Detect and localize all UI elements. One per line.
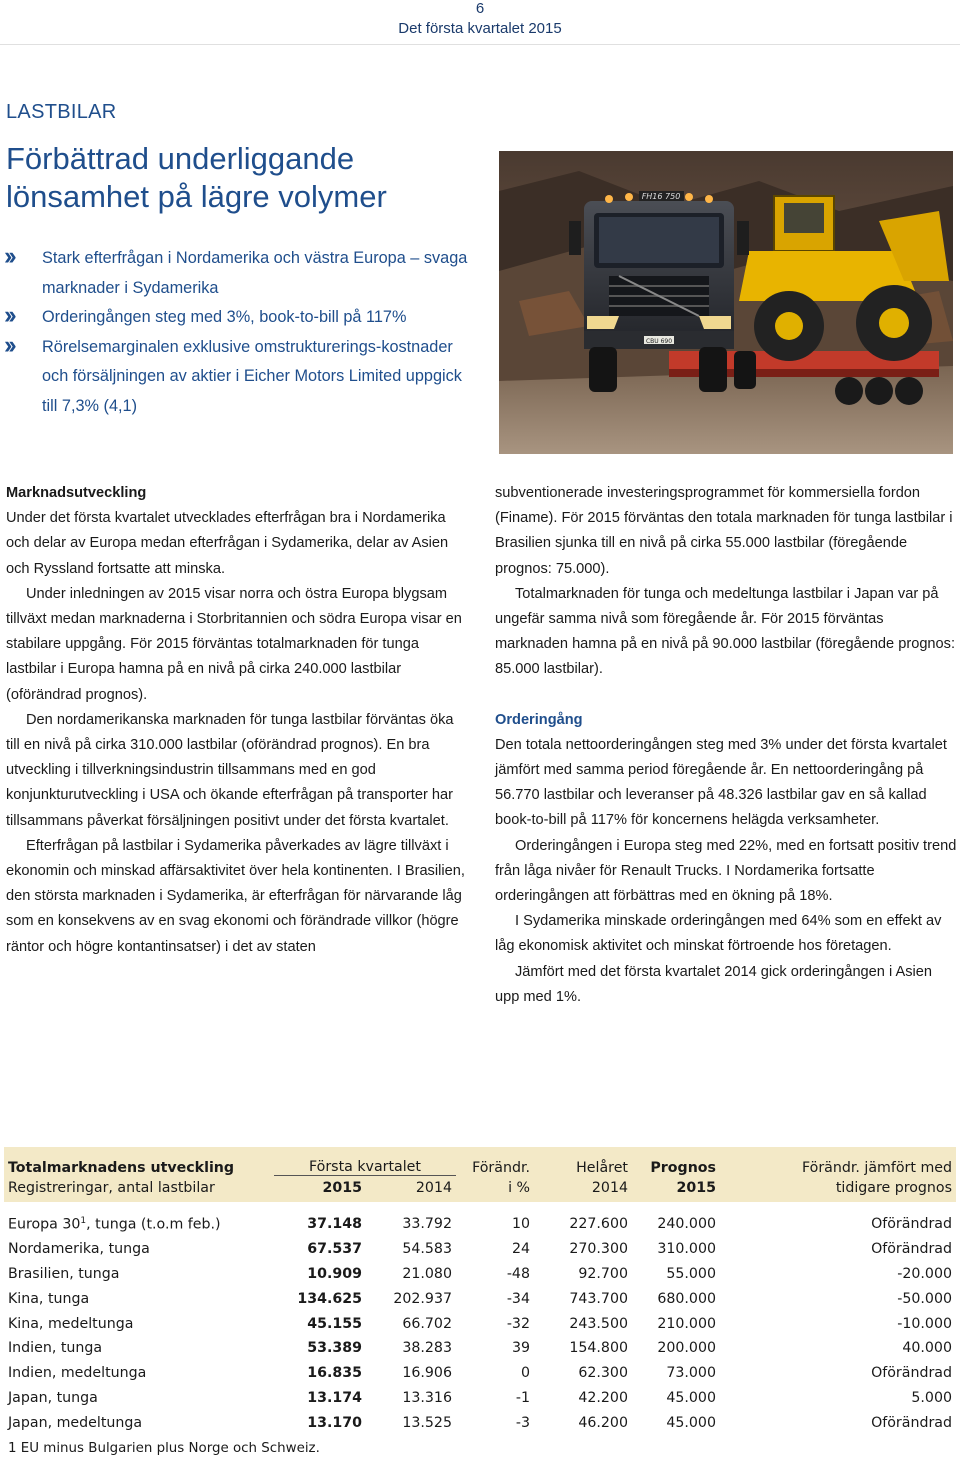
market-paragraph: Efterfrågan på lastbilar i Sydamerika påverkades av lägre tillväxt i ekonomin och minskad affärsaktivitet över hela kontinenten. I Brasilien, den största marknaden i Sydamerika, är efterfrågan för närvarande låg som en konsekvens av en svag ekonomi och förändrade villkor (högre räntor och högre kontantinsatser) i det av staten bbox=[6, 837, 465, 955]
cell-q1-2015: 134.625 bbox=[297, 1290, 362, 1307]
market-name bbox=[4, 1212, 274, 1237]
column-header-2015: 2015 bbox=[274, 1176, 366, 1203]
double-chevron-right-icon: ›› bbox=[4, 330, 13, 359]
table-row bbox=[4, 1410, 956, 1435]
market-name bbox=[4, 1262, 274, 1287]
orders-paragraph: Jämfört med det första kvartalet 2014 gick orderingången i Asien upp med 1%. bbox=[495, 963, 932, 1005]
cell-change-pct: -32 bbox=[506, 1315, 530, 1332]
cell-q1-2015: 13.170 bbox=[307, 1414, 362, 1431]
cell-vs-previous-forecast: Oförändrad bbox=[871, 1241, 952, 1258]
report-title: Det första kvartalet 2015 bbox=[398, 20, 562, 37]
highlight-text: Stark efterfrågan i Nordamerika och västra Europa – svaga marknader i Sydamerika bbox=[42, 249, 468, 297]
table-row bbox=[4, 1311, 956, 1336]
market-name-suffix: , tunga (t.o.m feb.) bbox=[86, 1216, 221, 1233]
double-chevron-right-icon: ›› bbox=[4, 301, 13, 330]
cell-fullyear-2014: 270.300 bbox=[569, 1241, 628, 1258]
table-header-row bbox=[4, 1147, 956, 1176]
right-column bbox=[495, 481, 957, 1010]
table-subtitle: Registreringar, antal lastbilar bbox=[4, 1176, 274, 1203]
table-body bbox=[4, 1202, 956, 1435]
cell-vs-previous-forecast: 40.000 bbox=[902, 1340, 952, 1357]
table-row bbox=[4, 1286, 956, 1311]
market-name bbox=[4, 1237, 274, 1262]
table-footnote: 1 EU minus Bulgarien plus Norge och Schweiz. bbox=[8, 1441, 320, 1456]
market-name bbox=[4, 1311, 274, 1336]
footnote-marker: 1 bbox=[80, 1216, 87, 1227]
table-title: Totalmarknadens utveckling bbox=[4, 1147, 274, 1176]
cell-fullyear-2014: 46.200 bbox=[578, 1414, 628, 1431]
highlight-item bbox=[4, 330, 474, 422]
highlights-list bbox=[4, 244, 474, 422]
cell-forecast-2015: 73.000 bbox=[666, 1365, 716, 1382]
orders-paragraph: Orderingången i Europa steg med 22%, med en fortsatt positiv trend från låga nivåer för Renault Trucks. I Nordamerika fortsatte orderingången att förbättras med en ökning på 18%. bbox=[495, 837, 957, 905]
cell-vs-previous-forecast: 5.000 bbox=[911, 1389, 952, 1406]
cell-q1-2015: 45.155 bbox=[307, 1315, 362, 1332]
market-name-text: Europa 30 bbox=[8, 1216, 81, 1233]
cell-forecast-2015: 200.000 bbox=[657, 1340, 716, 1357]
cell-fullyear-2014: 227.600 bbox=[569, 1216, 628, 1233]
column-header-fullyear: Helåret bbox=[534, 1147, 632, 1176]
truck-photo bbox=[499, 151, 953, 454]
cell-vs-previous-forecast: Oförändrad bbox=[871, 1365, 952, 1382]
cell-forecast-2015: 55.000 bbox=[666, 1265, 716, 1282]
page-title bbox=[6, 140, 387, 216]
cell-q1-2014: 21.080 bbox=[402, 1265, 452, 1282]
market-name bbox=[4, 1410, 274, 1435]
cell-vs-previous-forecast: -50.000 bbox=[897, 1290, 952, 1307]
license-plate: CBU 690 bbox=[645, 338, 673, 345]
cell-change-pct: -1 bbox=[515, 1389, 530, 1406]
cell-forecast-2015: 210.000 bbox=[657, 1315, 716, 1332]
highlight-item bbox=[4, 244, 474, 303]
market-name-text: Kina, medeltunga bbox=[8, 1315, 134, 1332]
market-table bbox=[4, 1147, 956, 1435]
cell-forecast-2015: 680.000 bbox=[657, 1290, 716, 1307]
cell-forecast-2015: 310.000 bbox=[657, 1241, 716, 1258]
market-paragraph: Den nordamerikanska marknaden för tunga lastbilar förväntas öka till en nivå på cirka 310.000 lastbilar (oförändrad prognos). En bra utveckling i tillverkningsindustrin tillsammans med en god konjunkturutveckling i USA och ökande efterfrågan på transporter har tillsammans påverkat försäljningen positivt under det första kvartalet. bbox=[6, 711, 454, 829]
page-title-line: Förbättrad underliggande bbox=[6, 141, 355, 176]
highlight-text: Rörelsemarginalen exklusive omstrukturerings-kostnader och försäljningen av aktier i Eicher Motors Limited uppgick till 7,3% (4,1) bbox=[42, 337, 462, 415]
highlight-text: Orderingången steg med 3%, book-to-bill på 117% bbox=[42, 308, 407, 327]
cell-fullyear-2014: 62.300 bbox=[578, 1365, 628, 1382]
market-paragraph: Totalmarknaden för tunga och medeltunga lastbilar i Japan var på ungefär samma nivå som föregående år. För 2015 förväntas marknaden hamna på en nivå på 90.000 lastbilar (föregående prognos: 85.000 lastbilar). bbox=[495, 585, 956, 678]
double-chevron-right-icon: ›› bbox=[4, 242, 13, 270]
cell-change-pct: 0 bbox=[520, 1365, 530, 1382]
column-header-forecast-change: Förändr. jämfört med bbox=[720, 1147, 956, 1176]
orders-paragraph: I Sydamerika minskade orderingången med 64% som en effekt av låg ekonomisk aktivitet och minskat förtroende hos företagen. bbox=[495, 913, 942, 955]
left-column bbox=[6, 481, 468, 960]
column-header-2014: 2014 bbox=[366, 1176, 456, 1203]
cell-vs-previous-forecast: -20.000 bbox=[897, 1265, 952, 1282]
cell-q1-2014: 16.906 bbox=[402, 1365, 452, 1382]
cell-forecast-2015: 240.000 bbox=[657, 1216, 716, 1233]
header-divider bbox=[0, 44, 960, 45]
table-row bbox=[4, 1212, 956, 1237]
cell-fullyear-2014: 154.800 bbox=[569, 1340, 628, 1357]
market-paragraph: Under det första kvartalet utvecklades efterfrågan bra i Nordamerika och delar av Europa medan efterfrågan i Sydamerika, delar av Asien och Ryssland fortsatte att minska. bbox=[6, 510, 449, 577]
table-row bbox=[4, 1336, 956, 1361]
cell-vs-previous-forecast: Oförändrad bbox=[871, 1414, 952, 1431]
cell-fullyear-2014: 743.700 bbox=[569, 1290, 628, 1307]
cell-fullyear-2014: 92.700 bbox=[578, 1265, 628, 1282]
cell-q1-2014: 33.792 bbox=[402, 1216, 452, 1233]
table-header-row bbox=[4, 1176, 956, 1203]
cell-vs-previous-forecast: -10.000 bbox=[897, 1315, 952, 1332]
column-header-change-unit: i % bbox=[456, 1176, 534, 1203]
cell-q1-2014: 54.583 bbox=[402, 1241, 452, 1258]
orders-heading: Orderingång bbox=[495, 711, 583, 728]
market-name-text: Nordamerika, tunga bbox=[8, 1241, 150, 1258]
market-heading: Marknadsutveckling bbox=[6, 485, 147, 501]
cell-change-pct: 24 bbox=[511, 1241, 530, 1258]
market-name-text: Japan, tunga bbox=[8, 1389, 98, 1406]
cell-q1-2015: 13.174 bbox=[307, 1389, 362, 1406]
column-group-q1: Första kvartalet bbox=[274, 1147, 456, 1176]
cell-q1-2014: 66.702 bbox=[402, 1315, 452, 1332]
cell-q1-2015: 10.909 bbox=[307, 1265, 362, 1282]
market-name-text: Japan, medeltunga bbox=[8, 1414, 143, 1431]
column-header-forecast: Prognos bbox=[632, 1147, 720, 1176]
table-row bbox=[4, 1386, 956, 1411]
column-header-fullyear-year: 2014 bbox=[534, 1176, 632, 1203]
market-name bbox=[4, 1386, 274, 1411]
cell-fullyear-2014: 243.500 bbox=[569, 1315, 628, 1332]
cell-q1-2014: 13.525 bbox=[402, 1414, 452, 1431]
page-title-line: lönsamhet på lägre volymer bbox=[6, 179, 387, 214]
cell-change-pct: -48 bbox=[506, 1265, 530, 1282]
cell-change-pct: 39 bbox=[511, 1340, 530, 1357]
market-name-text: Brasilien, tunga bbox=[8, 1265, 120, 1282]
market-name-text: Indien, tunga bbox=[8, 1340, 103, 1357]
truck-badge: FH16 750 bbox=[641, 192, 681, 201]
cell-fullyear-2014: 42.200 bbox=[578, 1389, 628, 1406]
cell-q1-2015: 16.835 bbox=[307, 1365, 362, 1382]
market-paragraph: subventionerade investeringsprogrammet för kommersiella fordon (Finame). För 2015 förväntas den totala marknaden för tunga lastbilar i Brasilien sjunka till en nivå på cirka 55.000 lastbilar (föregående prognos: 75.000). bbox=[495, 485, 953, 577]
cell-q1-2015: 67.537 bbox=[307, 1241, 362, 1258]
column-header-change: Förändr. bbox=[456, 1147, 534, 1176]
cell-q1-2014: 13.316 bbox=[402, 1389, 452, 1406]
cell-forecast-2015: 45.000 bbox=[666, 1414, 716, 1431]
cell-q1-2014: 202.937 bbox=[393, 1290, 452, 1307]
market-name bbox=[4, 1336, 274, 1361]
market-paragraph: Under inledningen av 2015 visar norra och östra Europa blygsam tillväxt medan marknaderna i Storbritannien och södra Europa visar en stabilare uppgång. För 2015 förväntas totalmarknaden för tunga lastbilar i Europa hamna på en nivå på cirka 240.000 lastbilar (oförändrad prognos). bbox=[6, 585, 462, 703]
orders-paragraph: Den totala nettoorderingången steg med 3% under det första kvartalet jämfört med samma period föregående år. En nettoorderingång på 56.770 lastbilar och leveranser på 48.326 lastbilar gav en så kallad book-to-bill på 117% för koncernens helägda verksamheter. bbox=[495, 736, 947, 829]
table-row bbox=[4, 1361, 956, 1386]
cell-change-pct: -34 bbox=[506, 1290, 530, 1307]
market-name bbox=[4, 1286, 274, 1311]
column-header-forecast-change-sub: tidigare prognos bbox=[720, 1176, 956, 1203]
section-label: LASTBILAR bbox=[6, 101, 117, 123]
table-row bbox=[4, 1237, 956, 1262]
cell-change-pct: -3 bbox=[515, 1414, 530, 1431]
market-name bbox=[4, 1361, 274, 1386]
cell-q1-2015: 37.148 bbox=[307, 1216, 362, 1233]
cell-q1-2014: 38.283 bbox=[402, 1340, 452, 1357]
page-number: 6 bbox=[475, 0, 485, 17]
column-header-forecast-year: 2015 bbox=[632, 1176, 720, 1203]
cell-forecast-2015: 45.000 bbox=[666, 1389, 716, 1406]
cell-change-pct: 10 bbox=[511, 1216, 530, 1233]
table-row bbox=[4, 1262, 956, 1287]
cell-q1-2015: 53.389 bbox=[307, 1340, 362, 1357]
market-name-text: Kina, tunga bbox=[8, 1290, 90, 1307]
highlight-item bbox=[4, 303, 474, 333]
cell-vs-previous-forecast: Oförändrad bbox=[871, 1216, 952, 1233]
market-name-text: Indien, medeltunga bbox=[8, 1365, 147, 1382]
